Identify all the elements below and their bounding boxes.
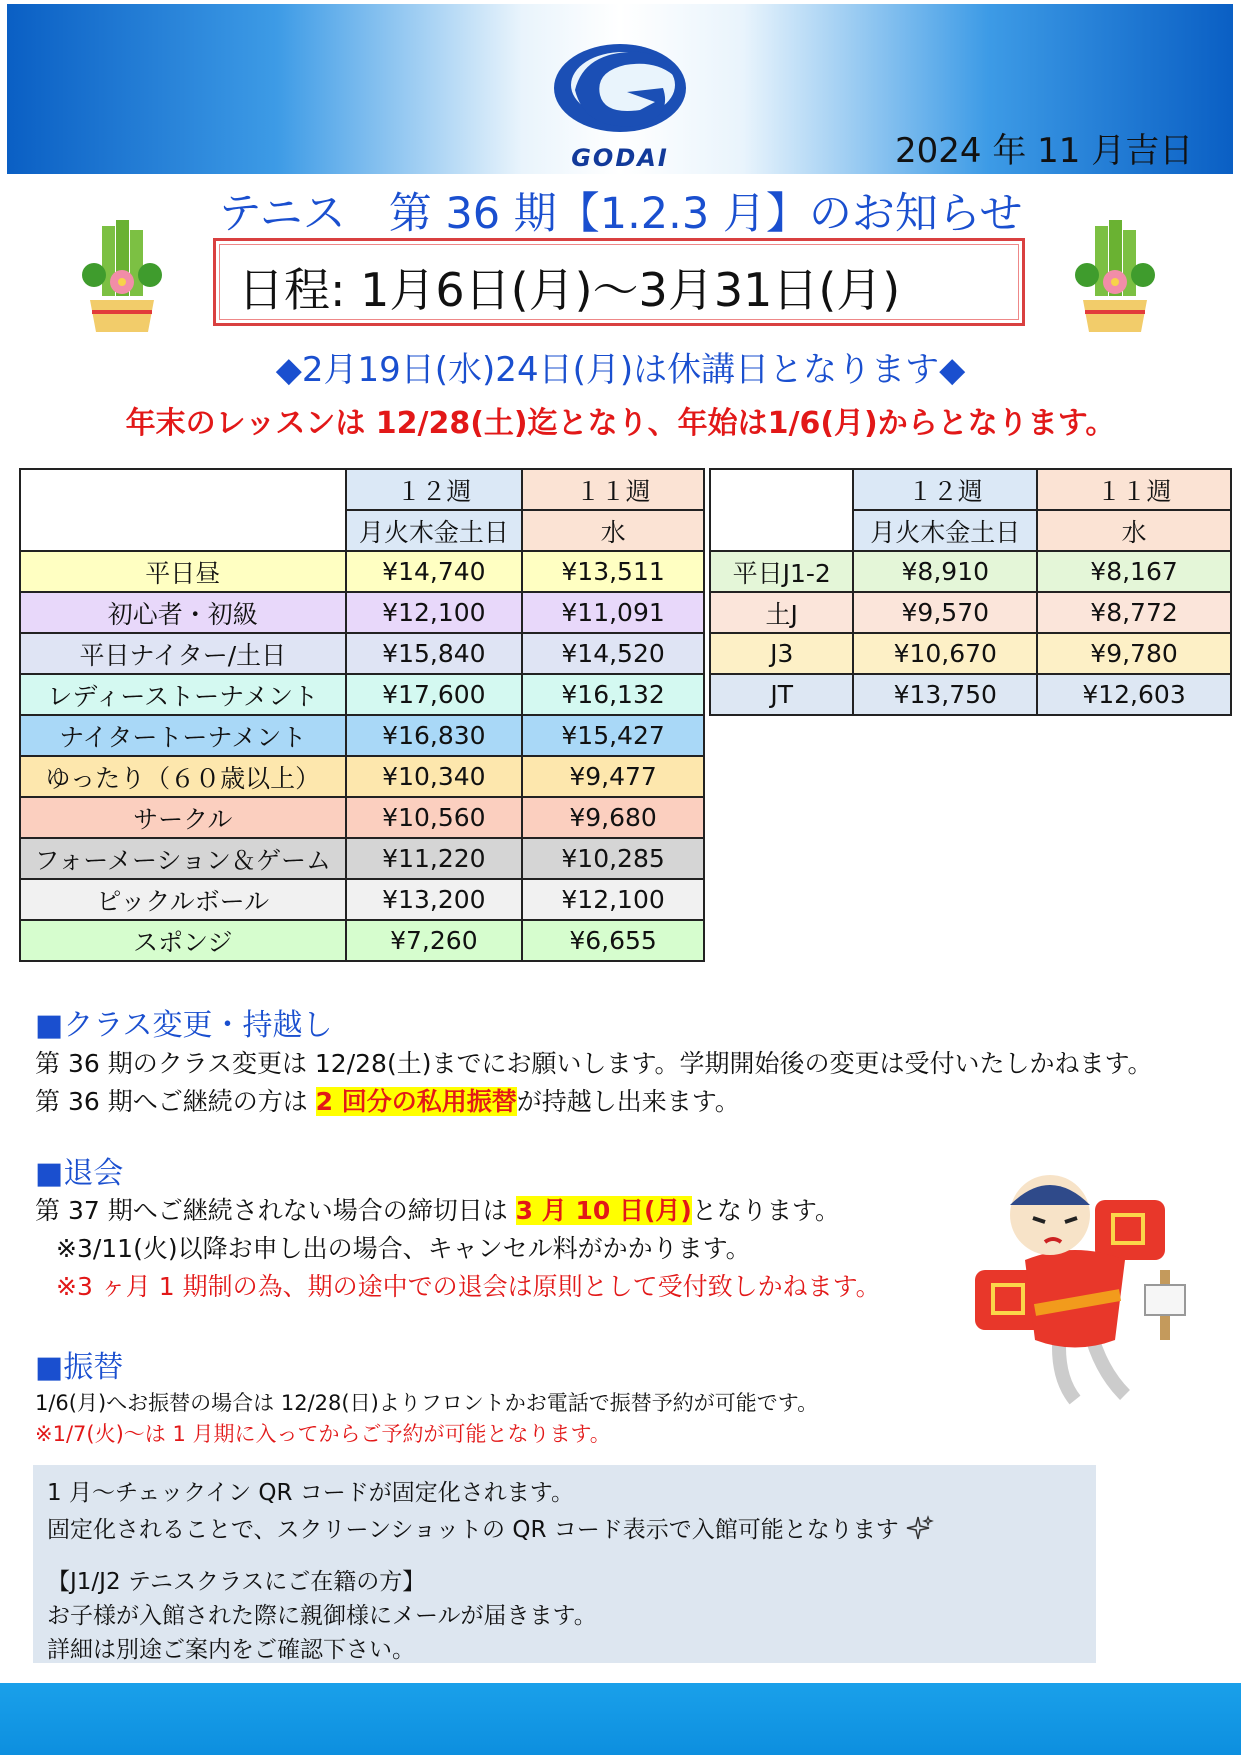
deadline-highlight: 3 月 10 日(月) bbox=[515, 1196, 692, 1225]
col-header-weeks-11: １１週 bbox=[522, 469, 704, 510]
withdrawal-line1-end: となります。 bbox=[691, 1196, 840, 1225]
issue-date: 2024 年 11 月吉日 bbox=[895, 131, 1194, 171]
fee-cell: ¥11,220 bbox=[346, 838, 523, 879]
fee-cell: ¥6,655 bbox=[522, 920, 704, 961]
fee-cell: ¥13,200 bbox=[346, 879, 523, 920]
notice-line1: 1 月～チェックイン QR コードが固定化されます。 bbox=[47, 1480, 574, 1506]
table-row bbox=[20, 756, 704, 797]
table-corner bbox=[710, 469, 853, 551]
table-row bbox=[20, 674, 704, 715]
class-change-heading: ■クラス変更・持越し bbox=[35, 1008, 333, 1043]
notice-line3: 【J1/J2 テニスクラスにご在籍の方】 bbox=[47, 1569, 426, 1595]
fee-cell: ¥12,603 bbox=[1037, 674, 1231, 715]
table-row bbox=[710, 551, 1231, 592]
class-name-cell: JT bbox=[710, 674, 853, 715]
notice-line2 bbox=[47, 1511, 934, 1544]
table-row bbox=[20, 715, 704, 756]
page-title: テニス 第 36 期【1.2.3 月】のお知らせ bbox=[218, 189, 1023, 239]
col-header-weeks-11: １１週 bbox=[1037, 469, 1231, 510]
fee-cell: ¥16,830 bbox=[346, 715, 523, 756]
transfer-line1: 1/6(月)へお振替の場合は 12/28(日)よりフロントかお電話で振替予約が可能です。 bbox=[35, 1391, 819, 1415]
col-header-days-12: 月火木金土日 bbox=[853, 510, 1037, 551]
class-change-line2-text: 第 36 期へご継続の方は bbox=[35, 1087, 316, 1116]
notice-line5: 詳細は別途ご案内をご確認下さい。 bbox=[47, 1637, 415, 1663]
fee-table-main bbox=[19, 468, 705, 962]
class-change-line2-end: が持越し出来ます。 bbox=[516, 1087, 740, 1116]
withdrawal-line1-text: 第 37 期へご継続されない場合の締切日は bbox=[35, 1196, 516, 1225]
notice-line2-text: 固定化されることで、スクリーンショットの QR コード表示で入館可能となります bbox=[47, 1517, 899, 1543]
footer-band bbox=[0, 1683, 1241, 1755]
class-name-cell: J3 bbox=[710, 633, 853, 674]
table-row bbox=[20, 797, 704, 838]
fee-cell: ¥9,680 bbox=[522, 797, 704, 838]
class-name-cell: 土J bbox=[710, 592, 853, 633]
class-name-cell: 平日ナイター/土日 bbox=[20, 633, 346, 674]
class-name-cell: ナイタートーナメント bbox=[20, 715, 346, 756]
transfer-heading: ■振替 bbox=[35, 1350, 124, 1385]
fee-cell: ¥9,570 bbox=[853, 592, 1037, 633]
col-header-days-11: 水 bbox=[522, 510, 704, 551]
logo-text: GODAI bbox=[571, 144, 669, 172]
table-row bbox=[20, 838, 704, 879]
fee-table-junior bbox=[709, 468, 1232, 716]
col-header-weeks-12: １２週 bbox=[346, 469, 523, 510]
class-name-cell: 平日昼 bbox=[20, 551, 346, 592]
class-name-cell: 初心者・初級 bbox=[20, 592, 346, 633]
fee-cell: ¥13,511 bbox=[522, 551, 704, 592]
year-end-notice: 年末のレッスンは 12/28(土)迄となり、年始は1/6(月)からとなります。 bbox=[125, 406, 1116, 441]
fee-cell: ¥14,740 bbox=[346, 551, 523, 592]
table-row bbox=[710, 592, 1231, 633]
table-row bbox=[20, 633, 704, 674]
fee-cell: ¥14,520 bbox=[522, 633, 704, 674]
fee-cell: ¥8,910 bbox=[853, 551, 1037, 592]
withdrawal-heading: ■退会 bbox=[35, 1156, 124, 1191]
fee-cell: ¥10,340 bbox=[346, 756, 523, 797]
fee-cell: ¥8,167 bbox=[1037, 551, 1231, 592]
table-header-row bbox=[710, 469, 1231, 510]
table-corner bbox=[20, 469, 346, 551]
class-name-cell: フォーメーション＆ゲーム bbox=[20, 838, 346, 879]
col-header-weeks-12: １２週 bbox=[853, 469, 1037, 510]
fee-cell: ¥10,670 bbox=[853, 633, 1037, 674]
fee-cell: ¥9,477 bbox=[522, 756, 704, 797]
class-name-cell: サークル bbox=[20, 797, 346, 838]
fee-cell: ¥8,772 bbox=[1037, 592, 1231, 633]
class-change-line2 bbox=[35, 1082, 740, 1118]
table-row bbox=[20, 592, 704, 633]
table-header-row bbox=[20, 469, 704, 510]
sparkle-icon bbox=[906, 1515, 934, 1543]
withdrawal-line2: ※3/11(火)以降お申し出の場合、キャンセル料がかかります。 bbox=[56, 1234, 751, 1263]
class-name-cell: ピックルボール bbox=[20, 879, 346, 920]
fee-cell: ¥10,560 bbox=[346, 797, 523, 838]
table-row bbox=[710, 633, 1231, 674]
fee-cell: ¥12,100 bbox=[346, 592, 523, 633]
fee-cell: ¥11,091 bbox=[522, 592, 704, 633]
fee-cell: ¥13,750 bbox=[853, 674, 1037, 715]
fee-cell: ¥10,285 bbox=[522, 838, 704, 879]
closed-days-notice: ◆2月19日(水)24日(月)は休講日となります◆ bbox=[275, 350, 966, 390]
fee-cell: ¥15,840 bbox=[346, 633, 523, 674]
withdrawal-line3: ※3 ヶ月 1 期制の為、期の途中での退会は原則として受付致しかねます。 bbox=[56, 1272, 881, 1301]
fee-cell: ¥15,427 bbox=[522, 715, 704, 756]
table-row bbox=[20, 551, 704, 592]
class-name-cell: ゆったり（６０歳以上） bbox=[20, 756, 346, 797]
fee-cell: ¥17,600 bbox=[346, 674, 523, 715]
fee-cell: ¥9,780 bbox=[1037, 633, 1231, 674]
class-name-cell: 平日J1-2 bbox=[710, 551, 853, 592]
schedule-text: 日程: 1月6日(月)～3月31日(月) bbox=[238, 263, 901, 317]
col-header-days-11: 水 bbox=[1037, 510, 1231, 551]
transfer-line2: ※1/7(火)～は 1 月期に入ってからご予約が可能となります。 bbox=[35, 1422, 611, 1446]
carryover-highlight: 2 回分の私用振替 bbox=[315, 1087, 517, 1116]
table-row bbox=[20, 879, 704, 920]
table-row bbox=[20, 920, 704, 961]
col-header-days-12: 月火木金土日 bbox=[346, 510, 523, 551]
fee-cell: ¥16,132 bbox=[522, 674, 704, 715]
kite-icon bbox=[965, 1160, 1197, 1405]
class-change-line1: 第 36 期のクラス変更は 12/28(土)までにお願いします。学期開始後の変更は受付いたしかねます。 bbox=[35, 1049, 1153, 1078]
class-name-cell: レディーストーナメント bbox=[20, 674, 346, 715]
notice-line4: お子様が入館された際に親御様にメールが届きます。 bbox=[47, 1603, 597, 1629]
fee-cell: ¥7,260 bbox=[346, 920, 523, 961]
class-name-cell: スポンジ bbox=[20, 920, 346, 961]
withdrawal-line1 bbox=[35, 1191, 840, 1227]
fee-cell: ¥12,100 bbox=[522, 879, 704, 920]
table-row bbox=[710, 674, 1231, 715]
